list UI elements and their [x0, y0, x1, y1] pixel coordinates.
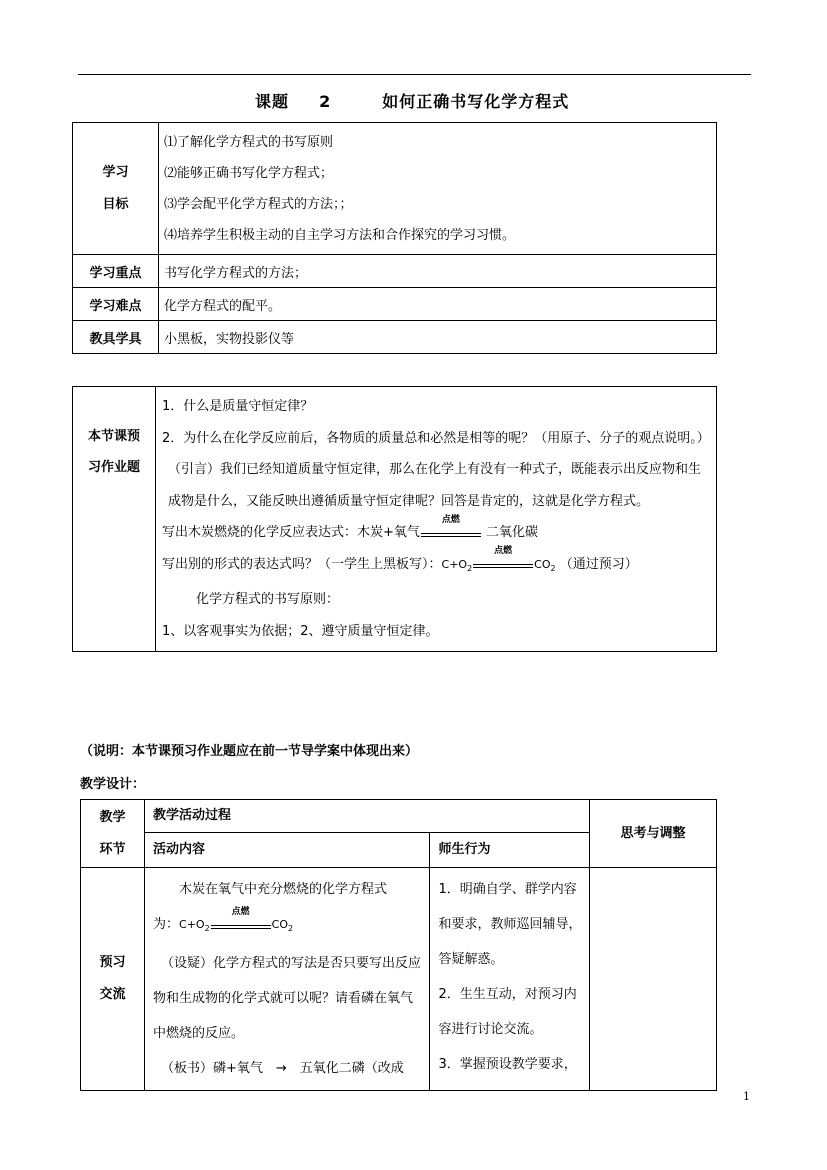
formula-reactants: $C+O_2$ — [441, 557, 473, 573]
process-header: 教学活动过程 — [145, 800, 590, 833]
header-rule — [78, 74, 751, 75]
note: （说明：本节课预习作业题应在前一节导学案中体现出来） — [80, 744, 419, 759]
stage-line2: 交流 — [99, 987, 126, 1003]
formula-product: $CO_2$ — [534, 557, 556, 573]
formula-suffix: （通过预习） — [559, 556, 638, 572]
goal-item: ⑷培养学生积极主动的自主学习方法和合作探究的学习习惯。 — [164, 228, 516, 243]
reflection-header: 思考与调整 — [589, 800, 716, 868]
tools-label: 教具学具 — [73, 321, 159, 354]
key-value: 书写化学方程式的方法； — [159, 255, 717, 288]
equation-reactants: $C+O_2$ — [179, 918, 210, 934]
formula-expression — [162, 546, 710, 585]
difficulty-label: 学习难点 — [73, 288, 159, 321]
design-label: 教学设计： — [80, 777, 146, 792]
content-paragraph: （板书）磷+氧气 → 五氧化二磷（改成 — [161, 1061, 404, 1077]
reaction-condition: 点燃 — [441, 514, 460, 525]
preview-label — [73, 387, 156, 652]
key-label: 学习重点 — [73, 255, 159, 288]
question-2: 2．为什么在化学反应前后，各物质的质量总和必然是相等的呢？（用原子、分子的观点说明。） — [162, 430, 710, 446]
intro-paragraph: （引言）我们已经知道质量守恒定律，那么在化学上有没有一种式子，既能表示出反应物和生成物是什么，又能反映出遵循质量守恒定律呢？回答是肯定的，这就是化学方程式。 — [168, 462, 702, 509]
reaction-condition: 点燃 — [231, 906, 250, 917]
content-equation: 为：$C+O_2$ 点燃 $CO_2$ — [153, 906, 294, 934]
page-number: 1 — [743, 1090, 750, 1103]
stage-line1: 预习 — [99, 955, 126, 971]
stage-header-line2: 环节 — [99, 841, 126, 857]
content-paragraph: （设疑）化学方程式的写法是否只要写出反应物和生成物的化学式就可以呢？请看磷在氧气中燃烧的反应。 — [153, 956, 422, 1042]
equation-product: $CO_2$ — [271, 918, 294, 934]
lesson-title: 课题 2 如何正确书写化学方程式 — [255, 92, 570, 111]
behavior-header: 师生行为 — [430, 833, 590, 868]
activity-content — [145, 868, 430, 1091]
goal-item: ⑵能够正确书写化学方程式； — [164, 166, 334, 181]
objectives-table — [72, 122, 717, 354]
preview-homework-table — [72, 386, 717, 652]
goals-label — [73, 123, 159, 255]
teaching-design-table — [80, 799, 717, 1091]
behavior-item: 3．掌握预设教学要求， — [438, 1057, 577, 1072]
stage-cell — [81, 868, 145, 1091]
question-1: 1．什么是质量守恒定律？ — [162, 399, 314, 414]
equals-sign-with-condition — [211, 906, 271, 932]
goals-label-line2: 目标 — [102, 196, 129, 212]
formula-prefix: 写出别的形式的表达式吗？（一学生上黑板写）： — [162, 556, 442, 572]
goal-item: ⑶学会配平化学方程式的方法；； — [164, 197, 353, 212]
preview-label-line2: 习作业题 — [87, 460, 140, 475]
stage-header — [81, 800, 145, 868]
equals-sign-with-condition — [473, 546, 533, 571]
behavior-item: 1．明确自学、群学内容和要求，教师巡回辅导，答疑解惑。 — [438, 882, 582, 967]
expression-prefix: 写出木炭燃烧的化学反应表达式：木炭+氧气 — [162, 525, 420, 540]
goal-item: ⑴了解化学方程式的书写原则 — [164, 135, 334, 150]
reaction-condition: 点燃 — [494, 546, 513, 556]
expression-product: 二氧化碳 — [486, 525, 539, 540]
goals-label-line1: 学习 — [102, 164, 129, 180]
difficulty-value: 化学方程式的配平。 — [159, 288, 717, 321]
reflection-cell — [589, 868, 716, 1091]
content-header: 活动内容 — [145, 833, 430, 868]
tools-value: 小黑板，实物投影仪等 — [159, 321, 717, 354]
principle-title: 化学方程式的书写原则： — [196, 592, 340, 608]
teacher-student-behavior — [430, 868, 590, 1091]
equals-sign-with-condition — [421, 514, 481, 540]
principles: 1、以客观事实为依据；2、遵守质量守恒定律。 — [162, 623, 439, 639]
preview-content — [156, 387, 717, 652]
stage-header-line1: 教学 — [99, 809, 126, 825]
preview-label-line1: 本节课预 — [87, 429, 140, 444]
content-paragraph: 木炭在氧气中充分燃烧的化学方程式 — [179, 882, 388, 897]
goals-cell — [159, 123, 717, 255]
word-expression — [162, 514, 710, 549]
behavior-item: 2．生生互动，对预习内容进行讨论交流。 — [438, 987, 577, 1037]
